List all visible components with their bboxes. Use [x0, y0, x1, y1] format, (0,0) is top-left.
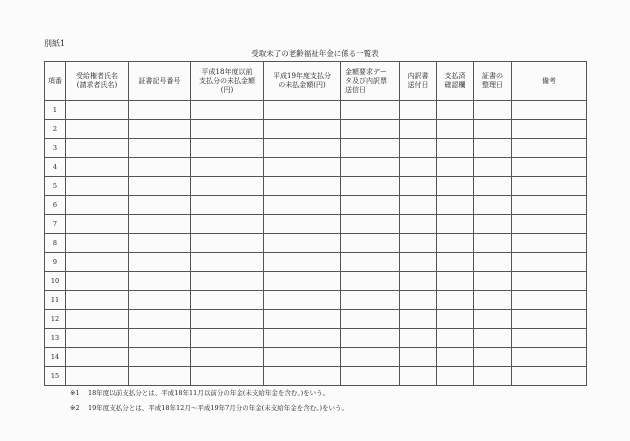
certificate-date-cell[interactable]: [474, 310, 512, 329]
certificate-date-cell[interactable]: [474, 139, 512, 158]
certificate-number-cell[interactable]: [129, 196, 191, 215]
remarks-cell[interactable]: [512, 234, 587, 253]
row-number: 4: [45, 158, 66, 177]
data-send-date-cell[interactable]: [341, 196, 400, 215]
recipient-name-cell[interactable]: [66, 310, 129, 329]
fy19-unpaid-cell[interactable]: [264, 291, 341, 310]
row-number: 1: [45, 101, 66, 120]
row-number: 9: [45, 253, 66, 272]
payment-check-cell[interactable]: [437, 329, 474, 348]
recipient-name-cell[interactable]: [66, 291, 129, 310]
remarks-cell[interactable]: [512, 196, 587, 215]
recipient-name-cell[interactable]: [66, 120, 129, 139]
recipient-name-cell[interactable]: [66, 215, 129, 234]
data-send-date-cell[interactable]: [341, 253, 400, 272]
remarks-cell[interactable]: [512, 139, 587, 158]
breakdown-send-date-cell[interactable]: [400, 348, 437, 367]
breakdown-send-date-cell[interactable]: [400, 120, 437, 139]
col-header-data-send-date: 金額要求デー タ及び内訳票 送信日: [341, 62, 400, 101]
certificate-date-cell[interactable]: [474, 215, 512, 234]
certificate-date-cell[interactable]: [474, 120, 512, 139]
certificate-date-cell[interactable]: [474, 234, 512, 253]
breakdown-send-date-cell[interactable]: [400, 177, 437, 196]
table-row: [45, 139, 587, 158]
certificate-date-cell[interactable]: [474, 158, 512, 177]
breakdown-send-date-cell[interactable]: [400, 101, 437, 120]
fy18-unpaid-cell[interactable]: [191, 158, 264, 177]
remarks-cell[interactable]: [512, 367, 587, 386]
fy19-unpaid-cell[interactable]: [264, 272, 341, 291]
certificate-date-cell[interactable]: [474, 196, 512, 215]
certificate-number-cell[interactable]: [129, 329, 191, 348]
fy19-unpaid-cell[interactable]: [264, 310, 341, 329]
row-number: 8: [45, 234, 66, 253]
footnote-text: 19年度支払分とは、平成18年12月～平成19年7月分の年金(未支給年金を含む。)をいう。: [88, 404, 349, 412]
fy18-unpaid-cell[interactable]: [191, 291, 264, 310]
fy19-unpaid-cell[interactable]: [264, 367, 341, 386]
payment-check-cell[interactable]: [437, 348, 474, 367]
recipient-name-cell[interactable]: [66, 234, 129, 253]
recipient-name-cell[interactable]: [66, 177, 129, 196]
data-send-date-cell[interactable]: [341, 158, 400, 177]
remarks-cell[interactable]: [512, 310, 587, 329]
col-header-item-no: 項番: [45, 62, 66, 101]
payment-check-cell[interactable]: [437, 367, 474, 386]
fy19-unpaid-cell[interactable]: [264, 234, 341, 253]
table-row: [45, 310, 587, 329]
footnote-1: [70, 386, 348, 401]
row-number: 12: [45, 310, 66, 329]
fy18-unpaid-cell[interactable]: [191, 348, 264, 367]
fy19-unpaid-cell[interactable]: [264, 120, 341, 139]
table-row: [45, 215, 587, 234]
breakdown-send-date-cell[interactable]: [400, 272, 437, 291]
data-send-date-cell[interactable]: [341, 291, 400, 310]
payment-check-cell[interactable]: [437, 120, 474, 139]
breakdown-send-date-cell[interactable]: [400, 234, 437, 253]
table-header-row: [45, 62, 587, 101]
payment-check-cell[interactable]: [437, 253, 474, 272]
attachment-label: 別紙1: [44, 39, 66, 48]
payment-check-cell[interactable]: [437, 196, 474, 215]
recipient-name-cell[interactable]: [66, 348, 129, 367]
recipient-name-cell[interactable]: [66, 101, 129, 120]
recipient-name-cell[interactable]: [66, 158, 129, 177]
data-send-date-cell[interactable]: [341, 177, 400, 196]
row-number: 2: [45, 120, 66, 139]
breakdown-send-date-cell[interactable]: [400, 215, 437, 234]
fy19-unpaid-cell[interactable]: [264, 215, 341, 234]
remarks-cell[interactable]: [512, 120, 587, 139]
fy18-unpaid-cell[interactable]: [191, 234, 264, 253]
fy18-unpaid-cell[interactable]: [191, 120, 264, 139]
payment-check-cell[interactable]: [437, 310, 474, 329]
certificate-date-cell[interactable]: [474, 367, 512, 386]
data-send-date-cell[interactable]: [341, 348, 400, 367]
data-send-date-cell[interactable]: [341, 120, 400, 139]
row-number: 5: [45, 177, 66, 196]
certificate-date-cell[interactable]: [474, 348, 512, 367]
fy19-unpaid-cell[interactable]: [264, 329, 341, 348]
row-number: 10: [45, 272, 66, 291]
col-header-certificate-date: 証書の 整理日: [474, 62, 512, 101]
data-send-date-cell[interactable]: [341, 367, 400, 386]
table-row: [45, 120, 587, 139]
certificate-number-cell[interactable]: [129, 158, 191, 177]
fy19-unpaid-cell[interactable]: [264, 139, 341, 158]
row-number: 3: [45, 139, 66, 158]
fy18-unpaid-cell[interactable]: [191, 272, 264, 291]
breakdown-send-date-cell[interactable]: [400, 253, 437, 272]
payment-check-cell[interactable]: [437, 158, 474, 177]
remarks-cell[interactable]: [512, 291, 587, 310]
table-row: [45, 101, 587, 120]
fy18-unpaid-cell[interactable]: [191, 196, 264, 215]
payment-check-cell[interactable]: [437, 272, 474, 291]
fy18-unpaid-cell[interactable]: [191, 101, 264, 120]
col-header-remarks: 備考: [512, 62, 587, 101]
row-number: 13: [45, 329, 66, 348]
recipient-name-cell[interactable]: [66, 272, 129, 291]
certificate-date-cell[interactable]: [474, 253, 512, 272]
certificate-date-cell[interactable]: [474, 329, 512, 348]
certificate-number-cell[interactable]: [129, 310, 191, 329]
pension-ledger-table: [44, 61, 587, 386]
fy19-unpaid-cell[interactable]: [264, 253, 341, 272]
recipient-name-cell[interactable]: [66, 367, 129, 386]
breakdown-send-date-cell[interactable]: [400, 291, 437, 310]
footnotes: [70, 386, 348, 416]
table-row: [45, 177, 587, 196]
data-send-date-cell[interactable]: [341, 101, 400, 120]
table-row: [45, 272, 587, 291]
breakdown-send-date-cell[interactable]: [400, 310, 437, 329]
data-send-date-cell[interactable]: [341, 272, 400, 291]
row-number: 15: [45, 367, 66, 386]
fy18-unpaid-cell[interactable]: [191, 253, 264, 272]
fy19-unpaid-cell[interactable]: [264, 196, 341, 215]
remarks-cell[interactable]: [512, 101, 587, 120]
row-number: 7: [45, 215, 66, 234]
certificate-number-cell[interactable]: [129, 234, 191, 253]
footnote-text: 18年度以前支払分とは、平成18年11月以前分の年金(未支給年金を含む。)をいう。: [88, 389, 330, 397]
table-row: [45, 367, 587, 386]
remarks-cell[interactable]: [512, 329, 587, 348]
certificate-number-cell[interactable]: [129, 272, 191, 291]
fy18-unpaid-cell[interactable]: [191, 329, 264, 348]
col-header-breakdown-send-date: 内訳書 送付日: [400, 62, 437, 101]
footnote-mark: ※1: [70, 389, 80, 397]
table-row: [45, 253, 587, 272]
document-title: 受取未了の老齢福祉年金に係る一覧表: [251, 49, 379, 58]
payment-check-cell[interactable]: [437, 291, 474, 310]
data-send-date-cell[interactable]: [341, 215, 400, 234]
fy19-unpaid-cell[interactable]: [264, 101, 341, 120]
fy18-unpaid-cell[interactable]: [191, 215, 264, 234]
row-number: 14: [45, 348, 66, 367]
fy19-unpaid-cell[interactable]: [264, 177, 341, 196]
col-header-fy18-unpaid: 平成18年度以前 支払分の未払金額 (円): [191, 62, 264, 101]
certificate-number-cell[interactable]: [129, 253, 191, 272]
table-row: [45, 196, 587, 215]
table-row: [45, 291, 587, 310]
remarks-cell[interactable]: [512, 158, 587, 177]
certificate-number-cell[interactable]: [129, 177, 191, 196]
col-header-recipient-name: 受給権者氏名 (請求者氏名): [66, 62, 129, 101]
col-header-payment-check: 支払済 確認欄: [437, 62, 474, 101]
breakdown-send-date-cell[interactable]: [400, 367, 437, 386]
table-row: [45, 329, 587, 348]
row-number: 11: [45, 291, 66, 310]
breakdown-send-date-cell[interactable]: [400, 139, 437, 158]
certificate-date-cell[interactable]: [474, 101, 512, 120]
certificate-number-cell[interactable]: [129, 348, 191, 367]
data-send-date-cell[interactable]: [341, 139, 400, 158]
breakdown-send-date-cell[interactable]: [400, 196, 437, 215]
payment-check-cell[interactable]: [437, 101, 474, 120]
breakdown-send-date-cell[interactable]: [400, 329, 437, 348]
payment-check-cell[interactable]: [437, 139, 474, 158]
table-row: [45, 348, 587, 367]
row-number: 6: [45, 196, 66, 215]
remarks-cell[interactable]: [512, 272, 587, 291]
footnote-2: [70, 401, 348, 416]
certificate-number-cell[interactable]: [129, 291, 191, 310]
certificate-date-cell[interactable]: [474, 177, 512, 196]
table-row: [45, 234, 587, 253]
data-send-date-cell[interactable]: [341, 329, 400, 348]
col-header-certificate-number: 証書記号番号: [129, 62, 191, 101]
fy19-unpaid-cell[interactable]: [264, 348, 341, 367]
col-header-fy19-unpaid: 平成19年度支払分 の未払金額(円): [264, 62, 341, 101]
fy18-unpaid-cell[interactable]: [191, 177, 264, 196]
recipient-name-cell[interactable]: [66, 196, 129, 215]
certificate-date-cell[interactable]: [474, 291, 512, 310]
remarks-cell[interactable]: [512, 348, 587, 367]
table-row: [45, 158, 587, 177]
remarks-cell[interactable]: [512, 253, 587, 272]
data-send-date-cell[interactable]: [341, 234, 400, 253]
fy19-unpaid-cell[interactable]: [264, 158, 341, 177]
fy18-unpaid-cell[interactable]: [191, 367, 264, 386]
recipient-name-cell[interactable]: [66, 329, 129, 348]
certificate-number-cell[interactable]: [129, 367, 191, 386]
data-send-date-cell[interactable]: [341, 310, 400, 329]
certificate-number-cell[interactable]: [129, 120, 191, 139]
breakdown-send-date-cell[interactable]: [400, 158, 437, 177]
remarks-cell[interactable]: [512, 177, 587, 196]
certificate-number-cell[interactable]: [129, 139, 191, 158]
fy18-unpaid-cell[interactable]: [191, 139, 264, 158]
payment-check-cell[interactable]: [437, 234, 474, 253]
certificate-number-cell[interactable]: [129, 215, 191, 234]
payment-check-cell[interactable]: [437, 177, 474, 196]
fy18-unpaid-cell[interactable]: [191, 310, 264, 329]
remarks-cell[interactable]: [512, 215, 587, 234]
certificate-date-cell[interactable]: [474, 272, 512, 291]
recipient-name-cell[interactable]: [66, 139, 129, 158]
certificate-number-cell[interactable]: [129, 101, 191, 120]
footnote-mark: ※2: [70, 404, 80, 412]
recipient-name-cell[interactable]: [66, 253, 129, 272]
payment-check-cell[interactable]: [437, 215, 474, 234]
